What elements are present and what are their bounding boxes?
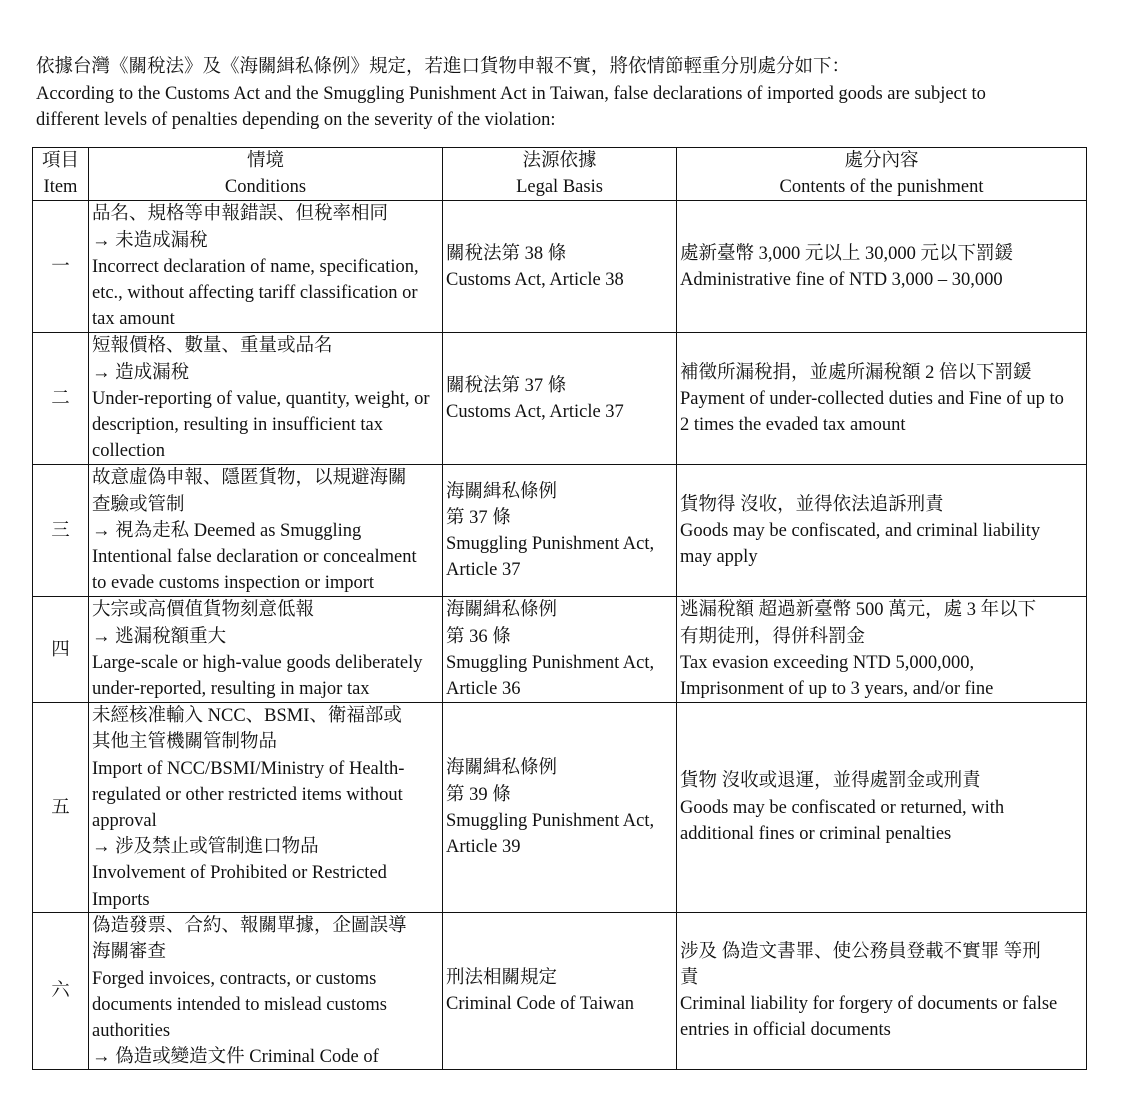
header-conditions <box>89 148 443 201</box>
content-line: Payment of under-collected duties and Fine of up to <box>680 388 1064 409</box>
condition-line: documents intended to mislead customs <box>92 994 387 1015</box>
basis-line: Smuggling Punishment Act, <box>446 810 655 831</box>
basis-line: Customs Act, Article 37 <box>446 401 624 422</box>
condition-line: 故意虛偽申報、隱匿貨物，以規避海關 <box>92 468 407 489</box>
punishment-cell <box>677 597 1087 703</box>
header-legal-basis <box>443 148 677 201</box>
condition-line: 品名、規格等申報錯誤、但稅率相同 <box>92 204 389 225</box>
header-conditions-en: Conditions <box>224 177 307 198</box>
header-content-en: Contents of the punishment <box>779 177 984 198</box>
punishment-cell <box>677 201 1087 333</box>
content-line-text: additional fines or criminal penalties <box>680 823 952 844</box>
basis-line: 關稅法第 38 條 <box>446 243 567 264</box>
condition-line: Intentional false declaration or concealment <box>92 547 417 568</box>
basis-line: Smuggling Punishment Act, <box>446 652 655 673</box>
basis-line: 第 36 條 <box>446 626 511 647</box>
condition-line: → 涉及禁止或管制進口物品 <box>92 837 319 858</box>
basis-line: Article 37 <box>446 560 521 581</box>
item-cell: 五 <box>33 703 89 913</box>
condition-line: approval <box>92 811 157 832</box>
content-line <box>680 821 1083 847</box>
legal-basis-cell <box>443 703 677 913</box>
content-line: 貨物得 沒收，並得依法追訴刑責 <box>680 494 944 515</box>
header-basis-zh: 法源依據 <box>522 151 597 171</box>
legal-basis-cell <box>443 465 677 597</box>
content-line: may apply <box>680 547 758 567</box>
penalty-table <box>32 147 1087 1070</box>
condition-line: description, resulting in insufficient tax <box>92 415 383 436</box>
conditions-cell <box>89 703 443 913</box>
content-line: Criminal liability for forgery of documents or false <box>680 994 1058 1015</box>
condition-line: under-reported, resulting in major tax <box>92 679 370 700</box>
basis-line: 關稅法第 37 條 <box>446 375 567 396</box>
punishment-cell <box>677 333 1087 465</box>
condition-line: etc., without affecting tariff classification or <box>92 283 418 304</box>
condition-line: → 偽造或變造文件 Criminal Code of <box>92 1047 379 1068</box>
condition-line: → 造成漏稅 <box>92 362 190 383</box>
conditions-cell <box>89 201 443 333</box>
condition-line: Large-scale or high-value goods deliberately <box>92 652 423 673</box>
condition-line: collection <box>92 441 165 462</box>
condition-line: 短報價格、數量、重量或品名 <box>92 336 333 357</box>
condition-line: 大宗或高價值貨物刻意低報 <box>92 600 315 621</box>
conditions-cell <box>89 597 443 703</box>
conditions-cell <box>89 465 443 597</box>
basis-line: Article 36 <box>446 679 521 700</box>
punishment-cell <box>677 703 1087 913</box>
content-line: 有期徒刑，得併科罰金 <box>680 626 866 647</box>
table-row <box>33 465 1087 597</box>
item-cell: 六 <box>33 913 89 1070</box>
header-item-en: Item <box>43 177 78 198</box>
condition-line: tax amount <box>92 309 175 330</box>
text-cursor-icon <box>677 824 678 842</box>
intro-paragraph <box>36 54 1096 134</box>
condition-line: Import of NCC/BSMI/Ministry of Health- <box>92 758 405 779</box>
condition-line: 偽造發票、合約、報關單據，企圖誤導 <box>92 916 407 937</box>
condition-line: regulated or other restricted items without <box>92 784 403 805</box>
header-punishment <box>677 148 1087 201</box>
content-line: Goods may be confiscated, and criminal liability <box>680 520 1041 541</box>
basis-line: 第 39 條 <box>446 784 511 805</box>
basis-line: Article 39 <box>446 836 521 857</box>
table-row <box>33 333 1087 465</box>
condition-line: Involvement of Prohibited or Restricted <box>92 863 387 884</box>
item-cell: 三 <box>33 465 89 597</box>
punishment-cell <box>677 913 1087 1070</box>
content-line: Imprisonment of up to 3 years, and/or fine <box>680 679 994 700</box>
basis-line: Smuggling Punishment Act, <box>446 533 655 554</box>
condition-line: → 視為走私 Deemed as Smuggling <box>92 520 362 541</box>
legal-basis-cell <box>443 333 677 465</box>
condition-line: Under-reporting of value, quantity, weight, or <box>92 388 430 409</box>
table-row <box>33 597 1087 703</box>
condition-line: to evade customs inspection or import <box>92 573 375 594</box>
basis-line: 海關緝私條例 <box>446 758 558 779</box>
item-cell: 二 <box>33 333 89 465</box>
legal-basis-cell <box>443 597 677 703</box>
legal-basis-cell <box>443 201 677 333</box>
table-header-row <box>33 148 1087 201</box>
table-row <box>33 201 1087 333</box>
condition-line: Incorrect declaration of name, specification, <box>92 256 419 277</box>
condition-line: 海關審查 <box>92 942 167 963</box>
content-line: Tax evasion exceeding NTD 5,000,000, <box>680 652 975 673</box>
content-line: 補徵所漏稅捐，並處所漏稅額 2 倍以下罰鍰 <box>680 362 1032 383</box>
header-item-zh: 項目 <box>41 151 79 171</box>
intro-zh: 依據台灣《關稅法》及《海關緝私條例》規定，若進口貨物申報不實，將依情節輕重分別處分如下： <box>36 57 851 77</box>
content-line: 2 times the evaded tax amount <box>680 415 906 435</box>
condition-line: → 逃漏稅額重大 <box>92 626 227 647</box>
intro-en-line-1: According to the Customs Act and the Smuggling Punishment Act in Taiwan, false declarations of imported goods are subject to <box>36 83 986 104</box>
legal-basis-cell <box>443 913 677 1070</box>
punishment-cell <box>677 465 1087 597</box>
basis-line: 第 37 條 <box>446 507 511 528</box>
content-line: 涉及 偽造文書罪、使公務員登載不實罪 等刑 <box>680 941 1041 962</box>
condition-line: authorities <box>92 1021 171 1042</box>
basis-line: Criminal Code of Taiwan <box>446 994 634 1015</box>
header-content-zh: 處分內容 <box>844 151 919 171</box>
item-cell: 四 <box>33 597 89 703</box>
condition-line: 查驗或管制 <box>92 494 185 515</box>
conditions-cell <box>89 333 443 465</box>
content-line: 逃漏稅額 超過新臺幣 500 萬元，處 3 年以下 <box>680 600 1037 621</box>
content-line: 貨物 沒收或退運，並得處罰金或刑責 <box>680 771 981 792</box>
content-line: Administrative fine of NTD 3,000 – 30,000 <box>680 269 1003 290</box>
item-cell: 一 <box>33 201 89 333</box>
condition-line: Imports <box>92 889 150 910</box>
basis-line: Customs Act, Article 38 <box>446 269 624 290</box>
content-line: 責 <box>680 968 699 989</box>
condition-line: 其他主管機關管制物品 <box>92 732 278 753</box>
basis-line: 海關緝私條例 <box>446 600 558 621</box>
condition-line: Forged invoices, contracts, or customs <box>92 968 377 989</box>
content-line: entries in official documents <box>680 1020 891 1041</box>
header-item <box>33 148 89 201</box>
intro-en-line-2: different levels of penalties depending on the severity of the violation: <box>36 110 556 130</box>
header-conditions-zh: 情境 <box>246 151 284 171</box>
content-line: 處新臺幣 3,000 元以上 30,000 元以下罰鍰 <box>680 243 1014 264</box>
header-basis-en: Legal Basis <box>516 177 603 198</box>
condition-line: 未經核准輸入 NCC、BSMI、衛福部或 <box>92 706 402 727</box>
basis-line: 海關緝私條例 <box>446 481 558 502</box>
content-line: Goods may be confiscated or returned, with <box>680 797 1005 818</box>
table-row <box>33 913 1087 1070</box>
table-row <box>33 703 1087 913</box>
basis-line: 刑法相關規定 <box>446 968 558 989</box>
conditions-cell <box>89 913 443 1070</box>
condition-line: → 未造成漏稅 <box>92 230 208 251</box>
